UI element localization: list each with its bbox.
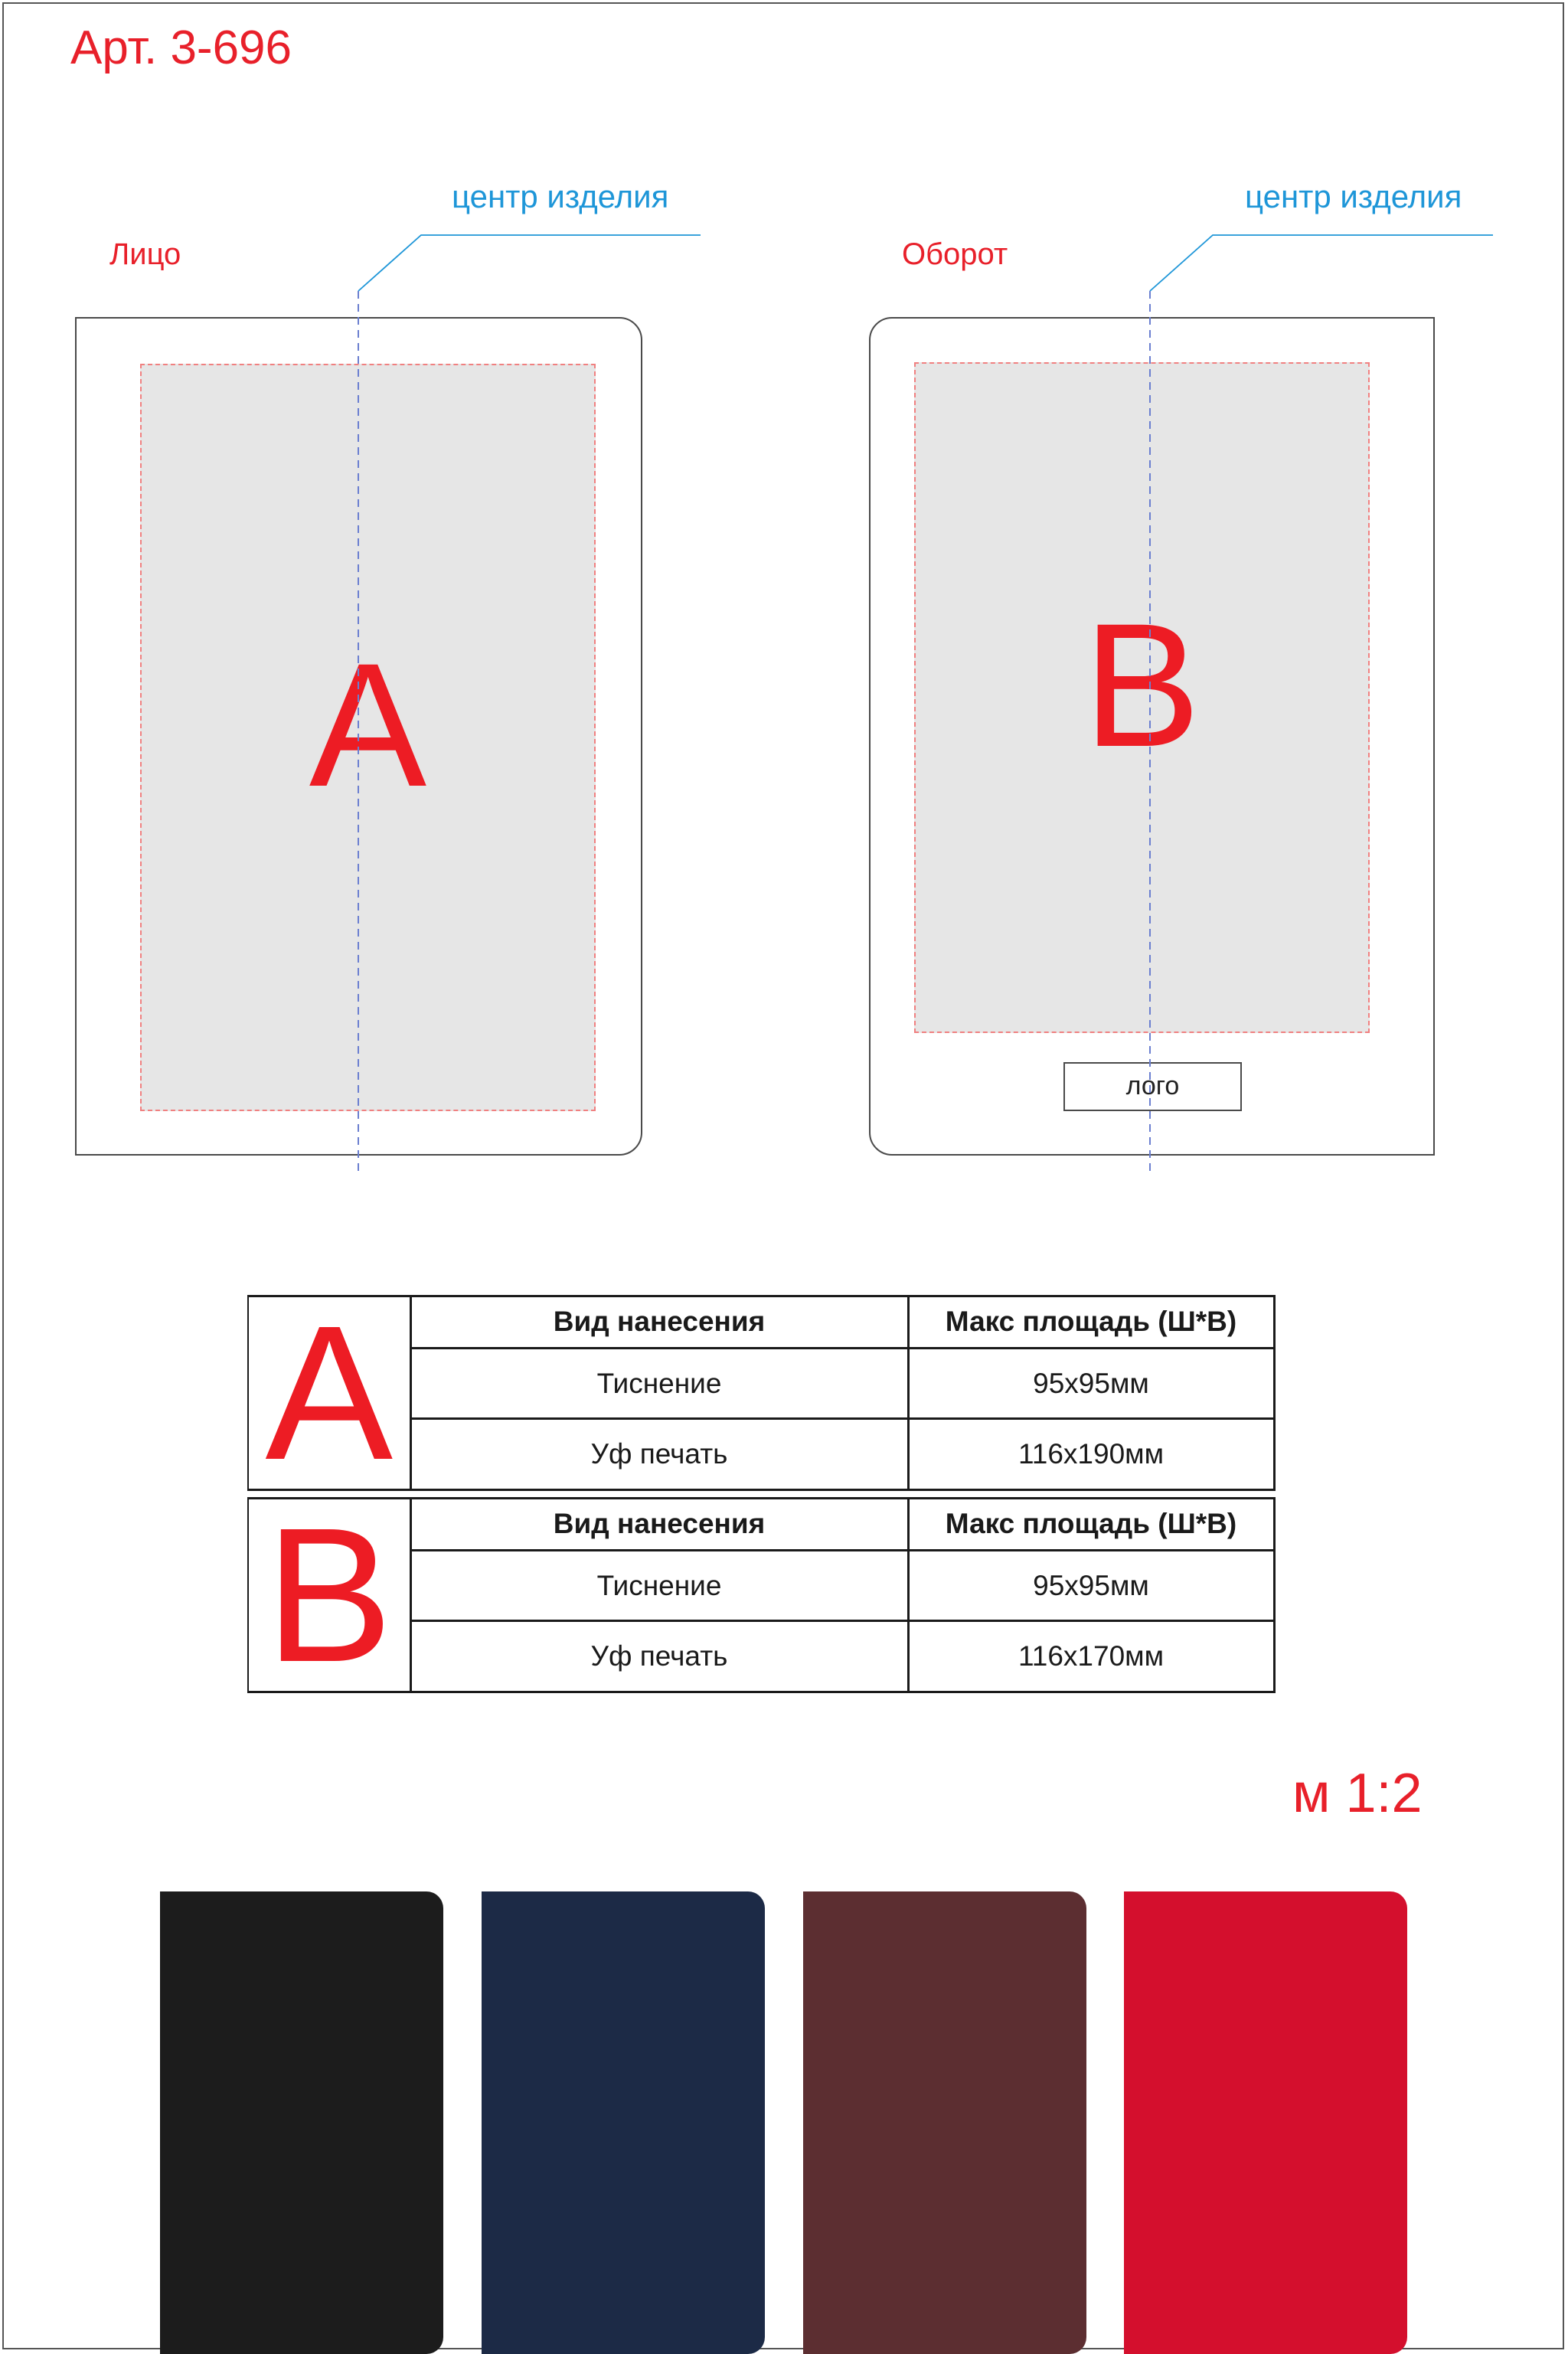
table-b-letter: B bbox=[248, 1499, 410, 1692]
table-a-row2-method: Уф печать bbox=[410, 1419, 908, 1490]
front-side-label: Лицо bbox=[109, 237, 181, 271]
spec-table-a bbox=[247, 1286, 1276, 1499]
scale-label: м 1:2 bbox=[1292, 1763, 1423, 1824]
back-area-letter: B bbox=[1083, 587, 1201, 783]
table-a-row1-area: 95x95мм bbox=[908, 1348, 1274, 1419]
color-swatch-navy bbox=[482, 1891, 765, 2354]
table-a-row2-area: 116x190мм bbox=[908, 1419, 1274, 1490]
color-swatch-red bbox=[1124, 1891, 1407, 2354]
back-print-area bbox=[914, 362, 1370, 1033]
table-a-row1-method: Тиснение bbox=[410, 1348, 908, 1419]
table-a-letter: A bbox=[248, 1296, 410, 1490]
table-b-header-method: Вид нанесения bbox=[410, 1499, 908, 1551]
back-product-outline bbox=[869, 317, 1435, 1156]
article-title: Арт. 3-696 bbox=[70, 21, 292, 74]
table-a-header-area: Макс площадь (Ш*В) bbox=[908, 1296, 1274, 1349]
table-b-row1-method: Тиснение bbox=[410, 1550, 908, 1621]
table-a-header-method: Вид нанесения bbox=[410, 1296, 908, 1349]
color-swatch-black bbox=[160, 1891, 443, 2354]
back-side-label: Оборот bbox=[902, 237, 1008, 271]
table-b-header-area: Макс площадь (Ш*В) bbox=[908, 1499, 1274, 1551]
front-center-label: центр изделия bbox=[452, 178, 669, 214]
back-center-label: центр изделия bbox=[1245, 178, 1462, 214]
spec-table-b bbox=[247, 1488, 1276, 1702]
front-print-area bbox=[140, 364, 596, 1111]
front-product-outline bbox=[75, 317, 642, 1156]
logo-placeholder: лого bbox=[1063, 1062, 1242, 1111]
color-swatch-brown bbox=[803, 1891, 1086, 2354]
table-b-row2-method: Уф печать bbox=[410, 1621, 908, 1692]
table-b-row2-area: 116x170мм bbox=[908, 1621, 1274, 1692]
table-b-row1-area: 95x95мм bbox=[908, 1550, 1274, 1621]
front-area-letter: A bbox=[309, 626, 427, 823]
